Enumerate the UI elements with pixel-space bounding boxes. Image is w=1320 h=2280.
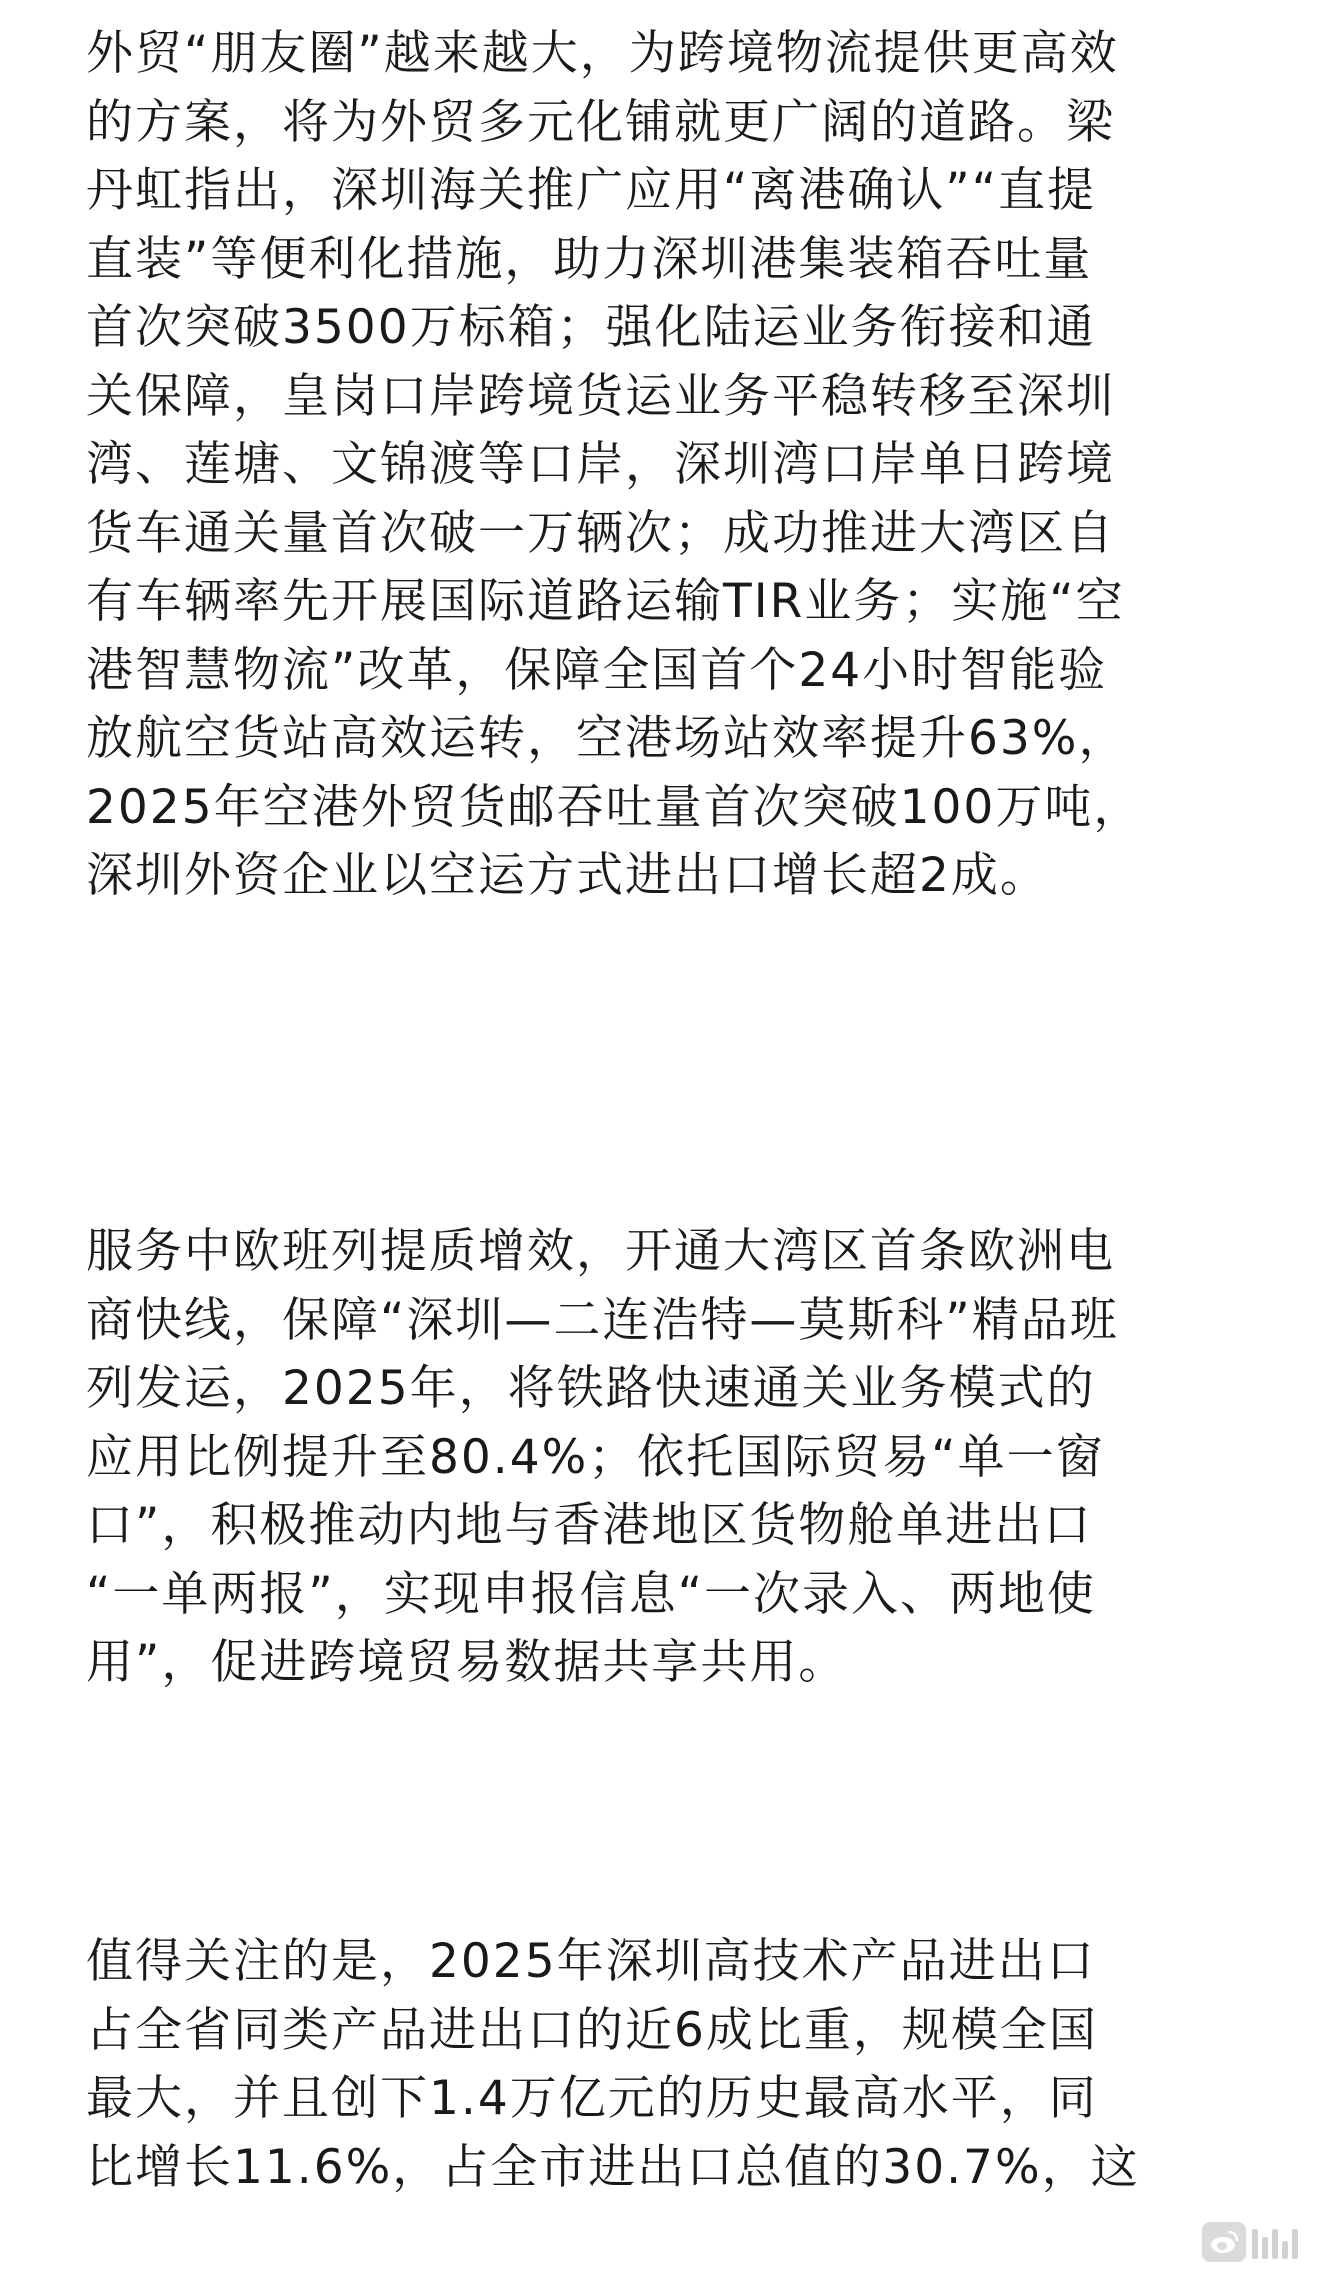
- watermark-logo-icon: [1202, 2222, 1246, 2262]
- text-line: 首次突破3500万标箱；强化陆运业务衔接和通: [86, 300, 1096, 355]
- text-line: 服务中欧班列提质增效，开通大湾区首条欧洲电: [86, 1224, 1115, 1279]
- text-line: 放航空货站高效运转，空港场站效率提升63%，: [86, 711, 1128, 766]
- text-line: 货车通关量首次破一万辆次；成功推进大湾区自: [86, 505, 1115, 561]
- text-line: 丹虹指出，深圳海关推广应用“离港确认”“直提: [86, 163, 1097, 218]
- text-line: 值得关注的是，2025年深圳高技术产品进出口: [86, 1934, 1096, 1989]
- text-line: 应用比例提升至80.4%；依托国际贸易“单一窗: [86, 1429, 1105, 1485]
- paragraph-china-europe-rail: [86, 1218, 1119, 1698]
- text-line: 关保障，皇岗口岸跨境货运业务平稳转移至深圳: [86, 368, 1115, 424]
- text-line: 有车辆率先开展国际道路运输TIR业务；实施“空: [86, 574, 1125, 629]
- text-line: 的方案，将为外贸多元化铺就更广阔的道路。梁: [86, 94, 1115, 150]
- text-line: “一单两报”，实现申报信息“一次录入、两地使: [86, 1566, 1097, 1622]
- watermark-bars-icon: [1252, 2225, 1298, 2259]
- text-line: 商快线，保障“深圳—二连浩特—莫斯科”精品班: [86, 1292, 1119, 1348]
- text-line: 深圳外资企业以空运方式进出口增长超2成。: [86, 848, 1049, 903]
- text-line: 比增长11.6%，占全市进出口总值的30.7%，这: [86, 2139, 1140, 2195]
- text-line: 用”，促进跨境贸易数据共享共用。: [86, 1635, 848, 1690]
- paragraph-logistics: [86, 20, 1142, 911]
- paragraph-high-tech-products: [86, 1928, 1140, 2202]
- text-line: 湾、莲塘、文锦渡等口岸，深圳湾口岸单日跨境: [86, 437, 1115, 492]
- weibo-watermark-icon: [1202, 2220, 1298, 2264]
- text-line: 占全省同类产品进出口的近6成比重，规模全国: [86, 2002, 1098, 2058]
- text-line: 口”，积极推动内地与香港地区货物舱单进出口: [86, 1498, 1093, 1553]
- text-line: 2025年空港外贸货邮吞吐量首次突破100万吨，: [86, 779, 1143, 835]
- text-line: 直装”等便利化措施，助力深圳港集装箱吞吐量: [86, 231, 1093, 287]
- text-line: 最大，并且创下1.4万亿元的历史最高水平，同: [86, 2071, 1098, 2126]
- text-line: 港智慧物流”改革，保障全国首个24小时智能验: [86, 642, 1108, 698]
- text-line: 列发运，2025年，将铁路快速通关业务模式的: [86, 1361, 1096, 1416]
- text-line: 外贸“朋友圈”越来越大，为跨境物流提供更高效: [86, 26, 1119, 81]
